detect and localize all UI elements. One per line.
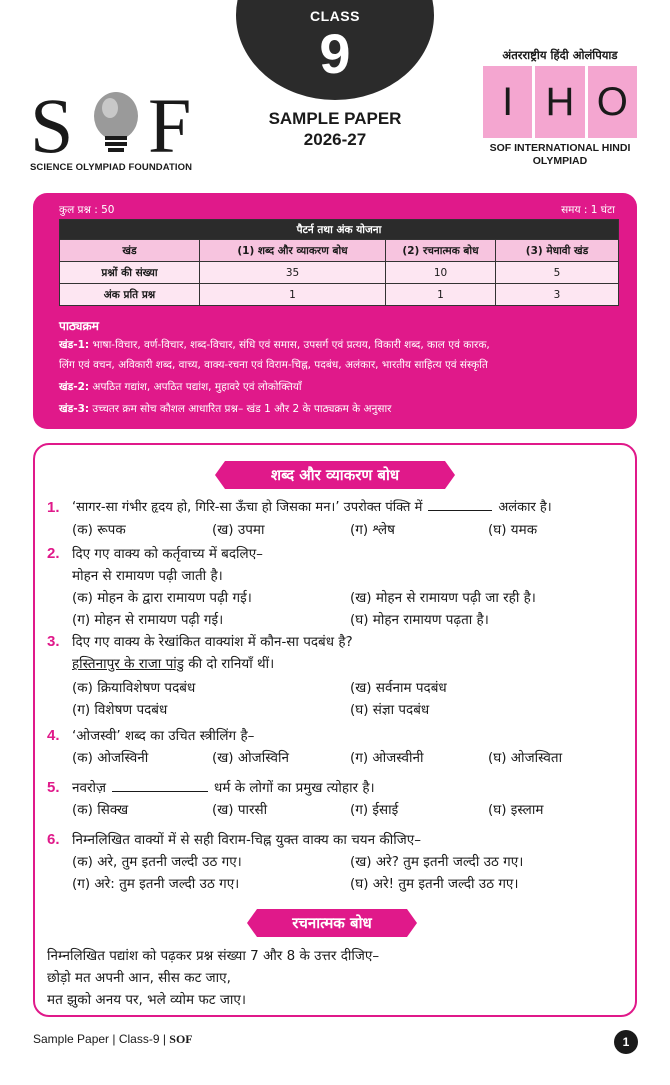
iho-english-line2: OLYMPIAD (532, 155, 588, 167)
option[interactable]: (क) अरे, तुम इतनी जल्दी उठ गए। (72, 854, 242, 870)
option[interactable]: (ख) ओजस्विनि (212, 750, 289, 766)
syllabus-line (59, 377, 619, 397)
option[interactable]: (ख) उपमा (212, 522, 265, 538)
footer-text: Sample Paper | Class-9 | (33, 1032, 170, 1046)
question-text: ‘ओजस्वी’ शब्द का उचित स्त्रीलिंग है– (72, 728, 255, 744)
question-number: 5. (47, 779, 60, 796)
col-header: खंड (60, 240, 200, 262)
syllabus-line (59, 399, 619, 419)
option[interactable]: (क) मोहन के द्वारा रामायण पढ़ी गई। (72, 590, 252, 606)
question-2 (47, 543, 627, 631)
col-header: (3) मेधावी खंड (496, 240, 619, 262)
passage-line: छोड़ो मत अपनी आन, सीस कट जाए, (47, 970, 231, 986)
option[interactable]: (घ) इस्लाम (488, 802, 544, 818)
iho-english-title (480, 142, 640, 168)
options (72, 747, 627, 769)
question-text (72, 653, 627, 675)
syllabus-text: लिंग एवं वचन, अविकारी शब्द, वाच्य, वाक्य-रचना एवं विराम-चिह्न, पदबंध, अलंकार, भारतीय साहित्य एवं संस्कृति (59, 359, 488, 371)
option[interactable]: (ग) अरे: तुम इतनी जल्दी उठ गए। (72, 876, 240, 892)
iho-letter-i: I (483, 66, 535, 138)
question-number: 6. (47, 831, 60, 848)
answer-blank (112, 778, 208, 792)
passage-line: मत झुको अनय पर, भले व्योम फट जाए। (47, 992, 246, 1008)
options (72, 677, 627, 699)
option[interactable]: (ग) श्लेष (350, 522, 395, 538)
class-label: CLASS (310, 8, 360, 24)
passage-instruction: निम्नलिखित पद्यांश को पढ़कर प्रश्न संख्या 7 और 8 के उत्तर दीजिए– (47, 948, 380, 964)
syllabus-head: खंड-2: (59, 381, 90, 393)
question-text: दिए गए वाक्य के रेखांकित वाक्यांश में कौन-सा पदबंध है? (72, 634, 353, 650)
col-header: (1) शब्द और व्याकरण बोध (200, 240, 386, 262)
table-row (60, 284, 619, 306)
poem-passage (47, 945, 627, 1011)
question-text: निम्नलिखित वाक्यों में से सही विराम-चिह्न युक्त वाक्य का चयन कीजिए– (72, 832, 421, 848)
option[interactable]: (ख) मोहन से रामायण पढ़ी जा रही है। (350, 590, 536, 606)
question-text-part: अलंकार है। (498, 500, 552, 515)
answer-blank (428, 497, 492, 511)
iho-letter-boxes (483, 66, 637, 138)
syllabus-text: उच्चतर क्रम सोच कौशल आधारित प्रश्न– खंड 1 और 2 के पाठ्यक्रम के अनुसार (92, 403, 392, 415)
option[interactable]: (घ) मोहन रामायण पढ़ता है। (350, 612, 489, 628)
iho-letter-h: H (535, 66, 587, 138)
syllabus-line (59, 335, 619, 355)
iho-hindi-title: अंतरराष्ट्रीय हिंदी ओलंपियाड (502, 48, 618, 62)
pattern-table-title: पैटर्न तथा अंक योजना (60, 220, 619, 240)
question-5 (47, 777, 627, 821)
option[interactable]: (क) ओजस्विनी (72, 750, 149, 766)
syllabus-line (59, 355, 619, 375)
table-cell: 1 (200, 284, 386, 306)
question-text-part: नवरोज़ (72, 780, 107, 796)
table-cell: 3 (496, 284, 619, 306)
syllabus-head: खंड-1: (59, 339, 90, 351)
sof-logo-s: S (30, 82, 74, 169)
options (72, 799, 627, 821)
footer-brand: SOF (169, 1032, 193, 1046)
options (72, 873, 627, 895)
options (72, 609, 627, 631)
option[interactable]: (ग) मोहन से रामायण पढ़ी गई। (72, 612, 224, 628)
syllabus-title: पाठ्यक्रम (59, 319, 99, 333)
table-cell: 10 (386, 262, 496, 284)
sof-caption: SCIENCE OLYMPIAD FOUNDATION (30, 162, 193, 173)
iho-logo (480, 48, 640, 168)
pattern-panel (33, 193, 637, 429)
footer (33, 1032, 193, 1047)
option[interactable]: (घ) ओजस्विता (488, 750, 563, 766)
table-row (60, 262, 619, 284)
options (72, 587, 627, 609)
sof-logo-f: F (148, 82, 192, 169)
page-number: 1 (614, 1030, 638, 1054)
iho-english-line1: SOF INTERNATIONAL HINDI (489, 142, 631, 154)
syllabus-text: भाषा-विचार, वर्ण-विचार, शब्द-विचार, संधि एवं समास, उपसर्ग एवं प्रत्यय, विकारी शब्द, काल एवं कारक, (92, 339, 490, 351)
section-title-grammar: शब्द और व्याकरण बोध (225, 461, 445, 489)
questions-box (33, 443, 637, 1017)
question-text (72, 497, 627, 519)
sof-logo (30, 82, 200, 178)
option[interactable]: (ख) सर्वनाम पदबंध (350, 680, 447, 696)
underlined-phrase: हस्तिनापुर के राजा पांडु (72, 656, 184, 672)
table-cell: 35 (200, 262, 386, 284)
time-limit: समय : 1 घंटा (561, 204, 615, 216)
option[interactable]: (क) सिक्ख (72, 802, 129, 818)
sample-paper-label: SAMPLE PAPER (268, 109, 402, 128)
question-3 (47, 631, 627, 721)
col-header: (2) रचनात्मक बोध (386, 240, 496, 262)
total-questions: कुल प्रश्न : 50 (59, 204, 115, 216)
option[interactable]: (ग) ओजस्वीनी (350, 750, 424, 766)
options (72, 851, 627, 873)
syllabus-text: अपठित गद्यांश, अपठित पद्यांश, मुहावरे एवं लोकोक्तियाँ (92, 381, 302, 393)
paper-year: 2026-27 (303, 130, 367, 149)
question-1 (47, 497, 627, 541)
question-text (72, 777, 627, 799)
option[interactable]: (क) रूपक (72, 522, 126, 538)
option[interactable]: (ख) अरे? तुम इतनी जल्दी उठ गए। (350, 854, 524, 870)
sample-paper-title (236, 108, 434, 150)
question-4 (47, 725, 627, 769)
option[interactable]: (क) क्रियाविशेषण पदबंध (72, 680, 196, 696)
iho-letter-o: O (588, 66, 637, 138)
question-6 (47, 829, 627, 895)
syllabus-head: खंड-3: (59, 403, 90, 415)
row-label: अंक प्रति प्रश्न (60, 284, 200, 306)
class-badge (236, 0, 434, 100)
question-number: 3. (47, 633, 60, 650)
option[interactable]: (ग) ईसाई (350, 802, 399, 818)
question-number: 2. (47, 545, 60, 562)
table-cell: 1 (386, 284, 496, 306)
question-text: दिए गए वाक्य को कर्तृवाच्य में बदलिए– (72, 546, 263, 562)
table-cell: 5 (496, 262, 619, 284)
row-label: प्रश्नों की संख्या (60, 262, 200, 284)
question-text-part: धर्म के लोगों का प्रमुख त्योहार है। (214, 780, 375, 796)
options (72, 699, 627, 721)
pattern-table (59, 219, 619, 306)
class-number: 9 (319, 22, 351, 85)
question-text-part: की दो रानियाँ थीं। (183, 656, 275, 672)
section-title-creative: रचनात्मक बोध (257, 909, 407, 937)
lightbulb-icon (88, 92, 144, 152)
question-text-part: ‘सागर-सा गंभीर हृदय हो, गिरि-सा ऊँचा हो जिसका मन।’ उपरोक्त पंक्ति में (72, 500, 423, 515)
question-text: मोहन से रामायण पढ़ी जाती है। (72, 568, 223, 584)
option[interactable]: (ख) पारसी (212, 802, 268, 818)
question-number: 1. (47, 499, 60, 516)
options (72, 519, 627, 541)
option[interactable]: (घ) यमक (488, 522, 538, 538)
option[interactable]: (घ) संज्ञा पदबंध (350, 702, 430, 718)
option[interactable]: (घ) अरे! तुम इतनी जल्दी उठ गए। (350, 876, 519, 892)
option[interactable]: (ग) विशेषण पदबंध (72, 702, 168, 718)
question-number: 4. (47, 727, 60, 744)
